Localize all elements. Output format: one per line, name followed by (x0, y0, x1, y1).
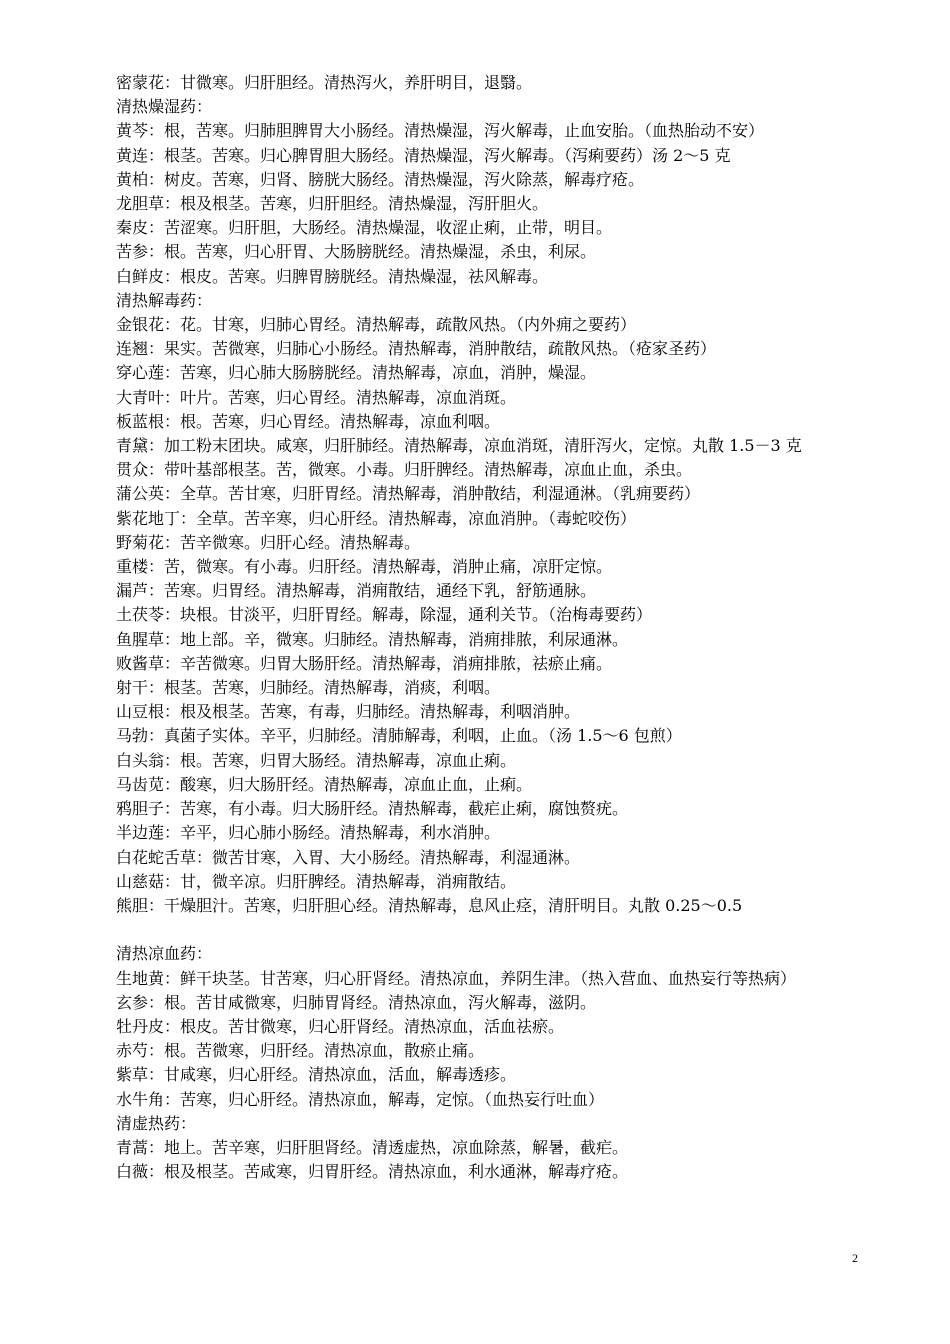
blank-line (116, 918, 864, 942)
section-heading: 清热凉血药： (116, 944, 213, 964)
text-line: 射干：根茎。苦寒，归肺经。清热解毒，消痰，利咽。 (116, 678, 501, 698)
text-line: 贯众：带叶基部根茎。苦，微寒。小毒。归肝脾经。清热解毒，凉血止血，杀虫。 (116, 460, 693, 480)
text-line: 龙胆草：根及根茎。苦寒，归肝胆经。清热燥湿，泻肝胆火。 (116, 194, 549, 214)
text-line: 苦参：根。苦寒，归心肝胃、大肠膀胱经。清热燥湿，杀虫，利尿。 (116, 242, 597, 262)
text-line: 土茯苓：块根。甘淡平，归肝胃经。解毒，除湿，通利关节。（治梅毒要药） (116, 605, 653, 625)
text-line: 重楼：苦，微寒。有小毒。归肝经。清热解毒，消肿止痛，凉肝定惊。 (116, 557, 613, 577)
text-line: 连翘：果实。苦微寒，归肺心小肠经。清热解毒，消肿散结，疏散风热。（疮家圣药） (116, 339, 717, 359)
text-line: 山豆根：根及根茎。苦寒，有毒，归肺经。清热解毒，利咽消肿。 (116, 702, 581, 722)
text-line: 黄连：根茎。苦寒。归心脾胃胆大肠经。清热燥湿，泻火解毒。（泻痢要药）汤 2～5 克 (116, 145, 731, 165)
document-page (116, 71, 864, 1184)
text-line: 秦皮：苦涩寒。归肝胆，大肠经。清热燥湿，收涩止痢，止带，明目。 (116, 218, 613, 238)
text-line: 半边莲：辛平，归心肺小肠经。清热解毒，利水消肿。 (116, 823, 501, 843)
text-line: 青蒿：地上。苦辛寒，归肝胆肾经。清透虚热，凉血除蒸，解暑，截疟。 (116, 1137, 629, 1157)
text-line: 大青叶：叶片。苦寒，归心胃经。清热解毒，凉血消斑。 (116, 387, 517, 407)
text-line: 野菊花：苦辛微寒。归肝心经。清热解毒。 (116, 532, 421, 552)
text-line: 生地黄：鲜干块茎。甘苦寒，归心肝肾经。清热凉血，养阴生津。（热入营血、血热妄行等热病） (116, 968, 797, 988)
text-line: 板蓝根：根。苦寒，归心胃经。清热解毒，凉血利咽。 (116, 411, 501, 431)
text-line: 金银花：花。甘寒，归肺心胃经。清热解毒，疏散风热。（内外痈之要药） (116, 315, 637, 335)
text-line: 鱼腥草：地上部。辛，微寒。归肺经。清热解毒，消痈排脓，利尿通淋。 (116, 629, 629, 649)
text-line: 牡丹皮：根皮。苦甘微寒，归心肝肾经。清热凉血，活血祛瘀。 (116, 1016, 565, 1036)
text-line: 青黛：加工粉末团块。咸寒，归肝肺经。清热解毒，凉血消斑，清肝泻火，定惊。丸散 1.5－3 克 (116, 436, 802, 456)
text-line: 鸦胆子：苦寒，有小毒。归大肠肝经。清热解毒，截疟止痢，腐蚀赘疣。 (116, 799, 629, 819)
text-line: 漏芦：苦寒。归胃经。清热解毒，消痈散结，通经下乳，舒筋通脉。 (116, 581, 597, 601)
text-line: 黄芩：根，苦寒。归肺胆脾胃大小肠经。清热燥湿，泻火解毒，止血安胎。（血热胎动不安） (116, 121, 765, 141)
text-line: 山慈菇：甘，微辛凉。归肝脾经。清热解毒，消痈散结。 (116, 871, 517, 891)
text-line: 黄柏：树皮。苦寒，归肾、膀胱大肠经。清热燥湿，泻火除蒸，解毒疗疮。 (116, 169, 645, 189)
text-line: 败酱草：辛苦微寒。归胃大肠肝经。清热解毒，消痈排脓，祛瘀止痛。 (116, 653, 613, 673)
text-line: 水牛角：苦寒，归心肝经。清热凉血，解毒，定惊。（血热妄行吐血） (116, 1089, 605, 1109)
text-line: 白头翁：根。苦寒，归胃大肠经。清热解毒，凉血止痢。 (116, 750, 517, 770)
text-line: 白薇：根及根茎。苦咸寒，归胃肝经。清热凉血，利水通淋，解毒疗疮。 (116, 1162, 629, 1182)
text-line: 蒲公英：全草。苦甘寒，归肝胃经。清热解毒，消肿散结，利湿通淋。（乳痈要药） (116, 484, 701, 504)
text-line: 玄参：根。苦甘咸微寒，归肺胃肾经。清热凉血，泻火解毒，滋阴。 (116, 992, 597, 1012)
text-line: 紫草：甘咸寒，归心肝经。清热凉血，活血，解毒透疹。 (116, 1065, 517, 1085)
text-line: 白花蛇舌草：微苦甘寒，入胃、大小肠经。清热解毒，利湿通淋。 (116, 847, 581, 867)
text-line: 熊胆：干燥胆汁。苦寒，归肝胆心经。清热解毒，息风止痉，清肝明目。丸散 0.25～0.5 (116, 895, 743, 915)
text-line: 赤芍：根。苦微寒，归肝经。清热凉血，散瘀止痛。 (116, 1041, 485, 1061)
text-line: 密蒙花：甘微寒。归肝胆经。清热泻火，养肝明目，退翳。 (116, 73, 533, 92)
page-number: 2 (852, 1251, 858, 1265)
section-heading: 清热解毒药： (116, 290, 213, 310)
section-heading: 清虚热药： (116, 1113, 197, 1133)
text-line: 马齿苋：酸寒，归大肠肝经。清热解毒，凉血止血，止痢。 (116, 774, 533, 794)
section-heading: 清热燥湿药： (116, 97, 213, 117)
text-line: 白鲜皮：根皮。苦寒。归脾胃膀胱经。清热燥湿，祛风解毒。 (116, 266, 549, 286)
text-line: 穿心莲：苦寒，归心肺大肠膀胱经。清热解毒，凉血，消肿，燥湿。 (116, 363, 597, 383)
text-line: 马勃：真菌子实体。辛平，归肺经。清肺解毒，利咽，止血。（汤 1.5～6 包煎） (116, 726, 682, 746)
text-line: 紫花地丁：全草。苦辛寒，归心肝经。清热解毒，凉血消肿。（毒蛇咬伤） (116, 508, 637, 528)
